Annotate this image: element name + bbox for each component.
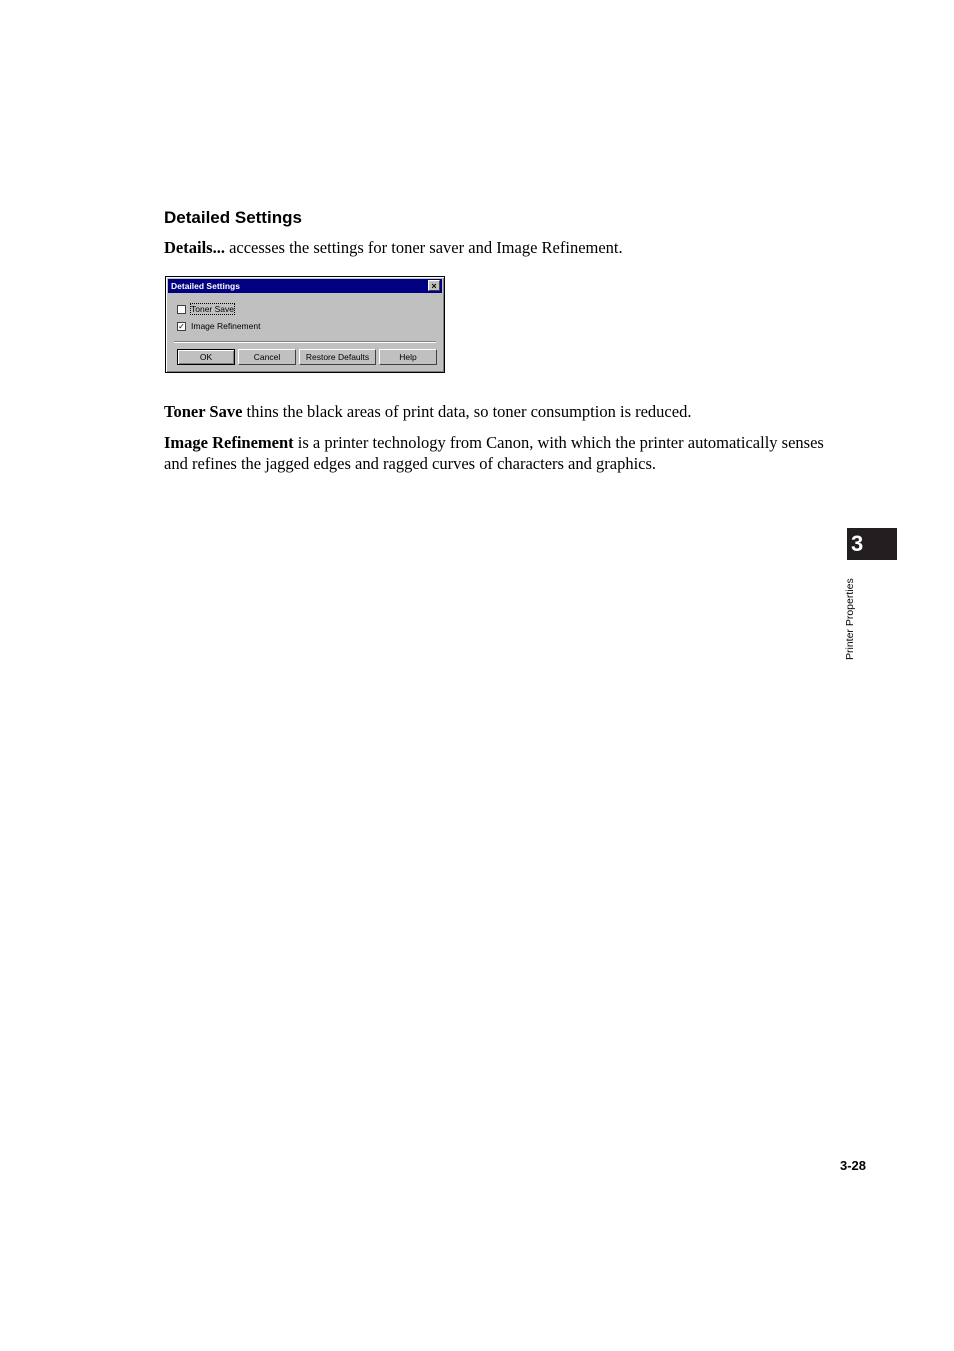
toner-save-checkbox[interactable]: [177, 303, 234, 315]
image-refinement-checkbox[interactable]: [177, 320, 260, 332]
intro-text: accesses the settings for toner saver and Image Refinement.: [224, 238, 623, 257]
dialog-titlebar: [168, 279, 442, 293]
help-button[interactable]: Help: [379, 349, 437, 365]
image-refinement-bold: Image Refinement: [164, 433, 294, 452]
chapter-label: Printer Properties: [844, 578, 856, 660]
intro-bold: Details...: [164, 238, 225, 257]
toner-save-text: thins the black areas of print data, so toner consumption is reduced.: [242, 402, 692, 421]
check-mark-icon: ✓: [178, 321, 185, 331]
dialog-separator: [174, 341, 436, 343]
page-number: 3-28: [840, 1158, 867, 1173]
image-refinement-text: is a printer technology from Canon, with which the printer automatically senses and refines the jagged edges and ragged curves of characters and graphics.: [164, 433, 824, 473]
toner-save-label: Toner Save: [191, 304, 234, 314]
image-refinement-box[interactable]: [177, 322, 186, 331]
restore-defaults-button[interactable]: Restore Defaults: [299, 349, 376, 365]
detailed-settings-dialog: [165, 276, 445, 373]
toner-save-box[interactable]: [177, 305, 186, 314]
intro-paragraph: [164, 237, 824, 258]
image-refinement-paragraph: [164, 432, 824, 474]
toner-save-bold: Toner Save: [164, 402, 243, 421]
dialog-title: Detailed Settings: [171, 281, 240, 291]
toner-save-paragraph: [164, 401, 824, 422]
ok-button[interactable]: OK: [177, 349, 235, 365]
cancel-button[interactable]: Cancel: [238, 349, 296, 365]
image-refinement-label: Image Refinement: [191, 321, 261, 331]
section-heading: Detailed Settings: [164, 208, 302, 227]
chapter-tab: 3: [847, 528, 897, 560]
close-icon[interactable]: ×: [428, 280, 440, 291]
